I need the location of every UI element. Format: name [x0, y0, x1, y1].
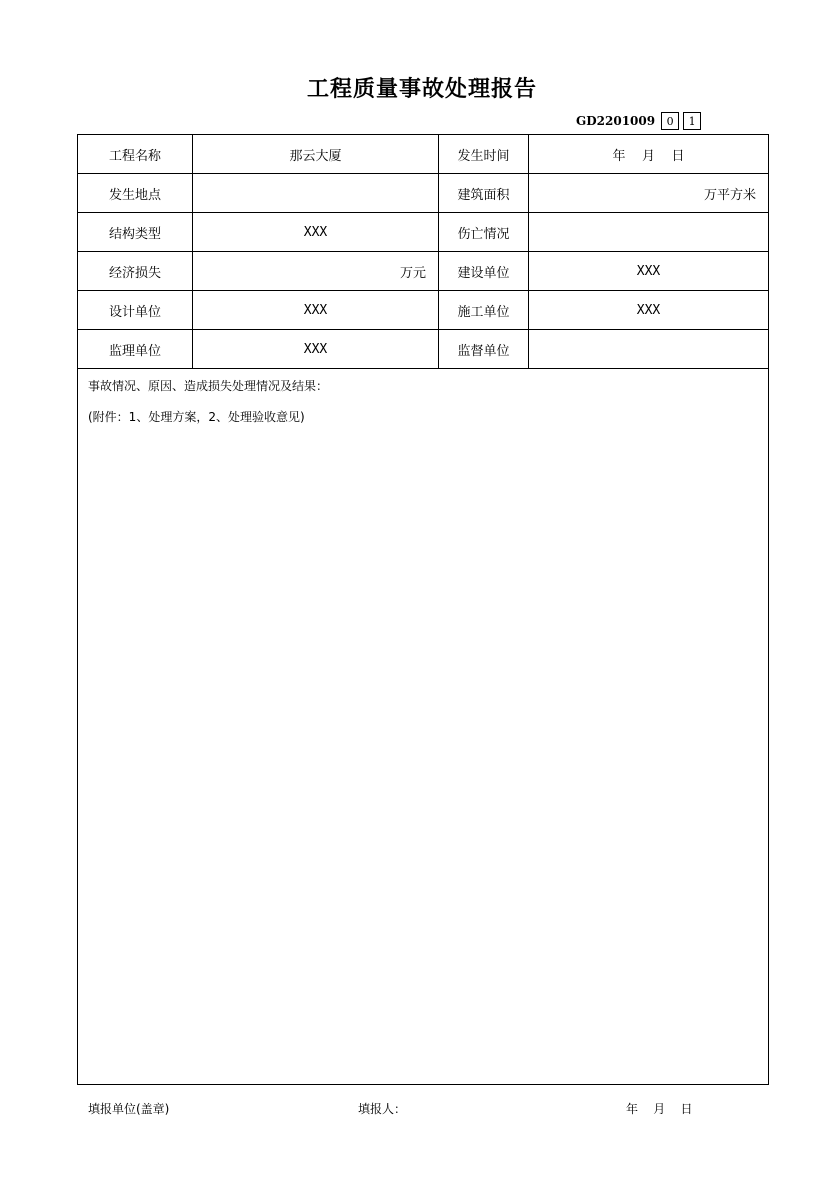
label-construction-owner: 建设单位	[439, 252, 529, 291]
form-row-location	[78, 174, 769, 213]
form-row-supervision-unit	[78, 330, 769, 369]
form-code-box-2: 1	[683, 112, 701, 130]
details-heading: 事故情况、原因、造成损失处理情况及结果：	[88, 379, 329, 393]
field-project-name[interactable]: 那云大厦	[193, 135, 439, 174]
page-title: 工程质量事故处理报告	[306, 76, 537, 102]
form-row-economic-loss	[78, 252, 769, 291]
form-row-design-unit	[78, 291, 769, 330]
field-building-area[interactable]: 万平方米	[529, 174, 769, 213]
footer-unit-label: 填报单位(盖章)	[88, 1102, 170, 1116]
form-code-text: GD2201009	[576, 114, 656, 128]
label-contractor: 施工单位	[439, 291, 529, 330]
details-attachment-note: (附件：1、处理方案，2、处理验收意见)	[88, 410, 305, 424]
label-oversight-unit: 监督单位	[439, 330, 529, 369]
label-casualties: 伤亡情况	[439, 213, 529, 252]
label-occurrence-time: 发生时间	[439, 135, 529, 174]
form-row-structure-type	[78, 213, 769, 252]
field-structure-type[interactable]: XXX	[193, 213, 439, 252]
label-design-unit: 设计单位	[78, 291, 193, 330]
report-form-table	[77, 134, 769, 1085]
label-supervision-unit: 监理单位	[78, 330, 193, 369]
label-project-name: 工程名称	[78, 135, 193, 174]
field-economic-loss[interactable]: 万元	[193, 252, 439, 291]
label-location: 发生地点	[78, 174, 193, 213]
field-casualties[interactable]	[529, 213, 769, 252]
label-building-area: 建筑面积	[439, 174, 529, 213]
field-contractor[interactable]: XXX	[529, 291, 769, 330]
footer-reporter-label: 填报人：	[358, 1102, 407, 1116]
form-row-project-name	[78, 135, 769, 174]
field-location[interactable]	[193, 174, 439, 213]
field-occurrence-time[interactable]: 年 月 日	[529, 135, 769, 174]
form-row-details	[78, 369, 769, 1085]
field-oversight-unit[interactable]	[529, 330, 769, 369]
label-structure-type: 结构类型	[78, 213, 193, 252]
footer-date: 年 月 日	[626, 1102, 693, 1116]
field-design-unit[interactable]: XXX	[193, 291, 439, 330]
form-code-box-1: 0	[661, 112, 679, 130]
details-area[interactable]	[78, 369, 769, 1085]
field-construction-owner[interactable]: XXX	[529, 252, 769, 291]
label-economic-loss: 经济损失	[78, 252, 193, 291]
form-code	[576, 111, 701, 131]
field-supervision-unit[interactable]: XXX	[193, 330, 439, 369]
